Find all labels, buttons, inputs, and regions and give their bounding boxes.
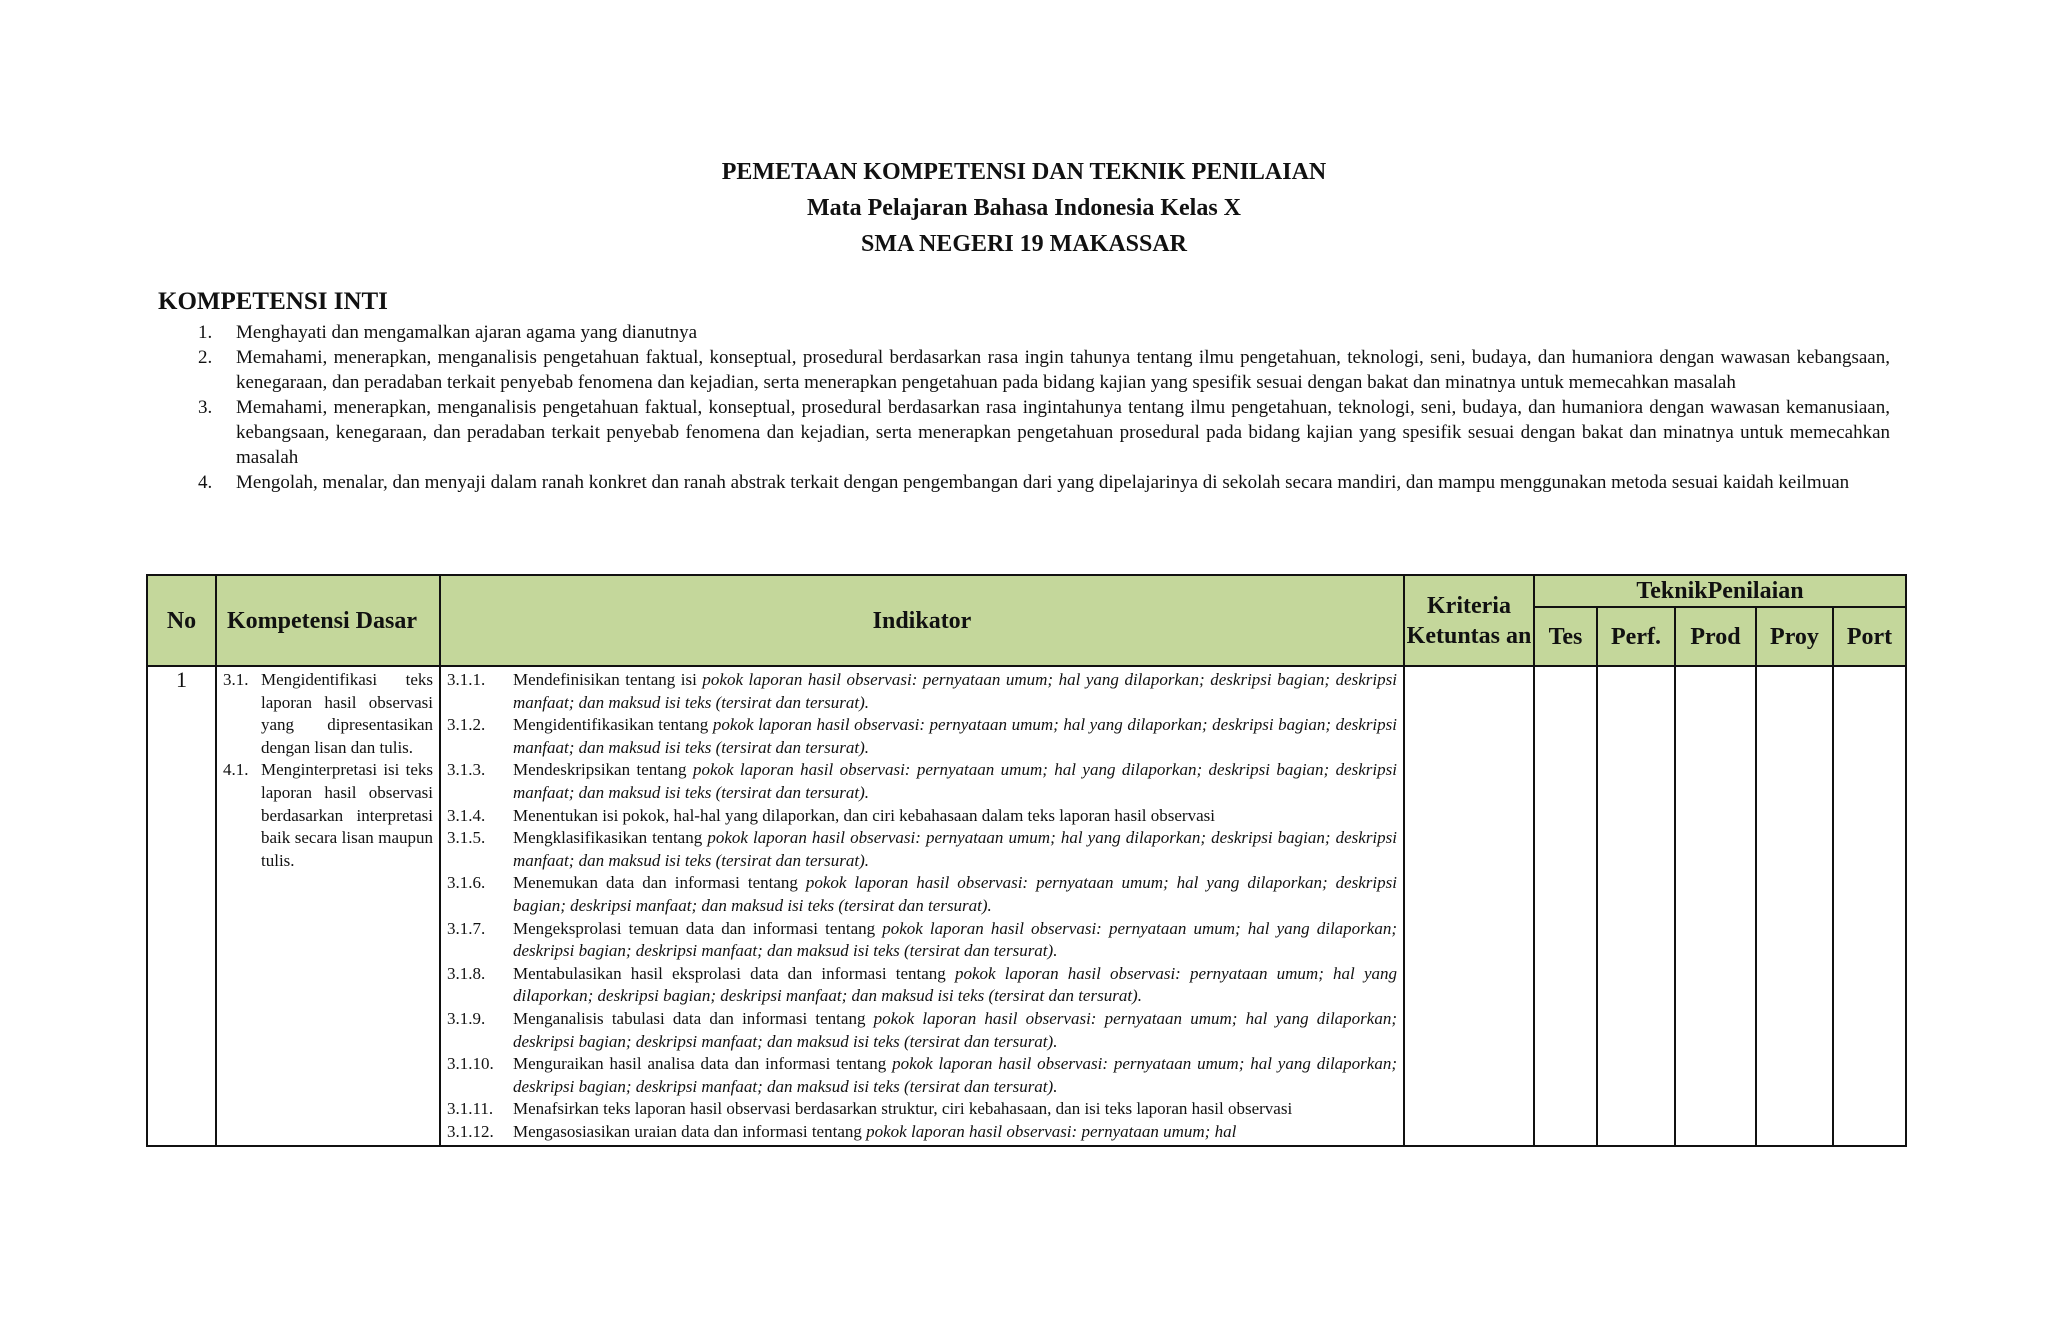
header-port: Port [1833,607,1906,666]
ki-item-text: Menghayati dan mengamalkan ajaran agama yang dianutnya [236,322,698,343]
document-title: PEMETAAN KOMPETENSI DAN TEKNIK PENILAIAN [721,159,1327,185]
ki-item-4 [188,470,1890,495]
indikator-text [513,1098,1397,1121]
kd-item [223,669,433,759]
prod-cell [1675,666,1756,1146]
indikator-text [513,714,1397,759]
indikator-number: 3.1.5. [447,828,486,848]
indikator-plain-text: Mengasosiasikan uraian data dan informasi tentang [513,1121,867,1141]
perf-cell [1597,666,1675,1146]
indikator-number: 3.1.7. [447,918,486,938]
header-teknik-penilaian: TeknikPenilaian [1534,575,1906,607]
school-name: SMA NEGERI 19 MAKASSAR [860,231,1188,257]
header-kompetensi-dasar: Kompetensi Dasar [216,575,440,666]
indikator-item [447,1121,1397,1144]
indikator-italic-text: pokok laporan hasil observasi: pernyataan umum; hal yang dilaporkan; deskripsi bagian; deskripsi manfaat; dan maksud isi teks (tersirat dan tersurat). [513,873,1397,915]
indikator-text [513,827,1397,872]
kd-text: Mengidentifikasi teks laporan hasil observasi yang dipresentasikan dengan lisan dan tulis. [261,670,433,757]
indikator-number: 3.1.3. [447,760,486,780]
indikator-number: 3.1.6. [447,873,486,893]
row-number: 1 [147,666,216,1146]
header-proy: Proy [1756,607,1833,666]
indikator-text [513,1008,1397,1053]
indikator-number: 3.1.1. [447,670,486,689]
kd-number: 4.1. [223,760,249,780]
indikator-text [513,1121,1397,1144]
indikator-italic-text: pokok laporan hasil observasi: pernyataan umum; hal yang dilaporkan; deskripsi bagian; deskripsi manfaat; dan maksud isi teks (tersirat dan tersurat). [513,1008,1398,1051]
indikator-plain-text: Mengeksprolasi temuan data dan informasi tentang [513,918,883,938]
proy-cell [1756,666,1833,1146]
header-prod: Prod [1675,607,1756,666]
indikator-plain-text: Menemukan data dan informasi tentang [513,873,806,893]
kd-text: Menginterpretasi isi teks laporan hasil observasi berdasarkan interpretasi baik secara lisan maupun tulis. [261,760,433,870]
indikator-item [447,1053,1397,1098]
indikator-plain-text: Menafsirkan teks laporan hasil observasi berdasarkan struktur, ciri kebahasaan, dan isi teks laporan hasil observasi [513,1099,1293,1119]
indikator-plain-text: Menganalisis tabulasi data dan informasi tentang [513,1008,874,1028]
kriteria-cell [1404,666,1534,1146]
header-perf: Perf. [1597,607,1675,666]
indikator-item [447,827,1397,872]
header-kriteria-ketuntasan: Kriteria Ketuntas an [1404,575,1534,666]
document-header [0,154,2048,262]
indikator-number: 3.1.12. [447,1121,494,1141]
ki-item-text: Mengolah, menalar, dan menyaji dalam ranah konkret dan ranah abstrak terkait dengan pengembangan dari yang dipelajarinya di sekolah secara mandiri, dan mampu menggunakan metoda sesuai kaidah keilmuan [236,472,1850,493]
header-tes: Tes [1534,607,1597,666]
indikator-number: 3.1.10. [447,1054,494,1074]
kompetensi-dasar-cell [216,666,440,1146]
indikator-item [447,872,1397,917]
tes-cell [1534,666,1597,1146]
document-subtitle: Mata Pelajaran Bahasa Indonesia Kelas X [806,195,1241,221]
port-cell [1833,666,1906,1146]
ki-item-number: 1. [198,322,213,343]
indikator-plain-text: Mengidentifikasikan tentang [513,715,713,735]
competency-table [146,574,1907,1147]
ki-item-text: Memahami, menerapkan, menganalisis pengetahuan faktual, konseptual, prosedural berdasarkan rasa ingintahunya tentang ilmu pengetahuan, teknologi, seni, budaya, dan humaniora dengan wawasan kemanusiaan, kebangsaan, kenegaraan, dan peradaban terkait penyebab fenomena dan kejadian, serta menerapkan pengetahuan prosedural pada bidang kajian yang spesifik sesuai dengan bakat dan minatnya untuk memecahkan masalah [236,397,1890,468]
ki-item-2 [188,345,1890,395]
table-row [147,666,1906,1146]
indikator-italic-text: pokok laporan hasil observasi: pernyataan umum; hal yang dilaporkan; deskripsi bagian; deskripsi manfaat; dan maksud isi teks (tersirat dan tersurat). [513,715,1397,757]
ki-item-number: 4. [198,472,213,493]
indikator-text [513,759,1397,804]
indikator-text [513,805,1397,828]
ki-item-number: 2. [198,347,213,368]
indikator-number: 3.1.11. [447,1099,494,1119]
indikator-plain-text: Mentabulasikan hasil eksprolasi data dan informasi tentang [513,963,955,983]
indikator-italic-text: pokok laporan hasil observasi: pernyataan umum; hal yang dilaporkan; deskripsi bagian; deskripsi manfaat; dan maksud isi teks (tersirat dan tersurat). [513,760,1397,802]
indikator-text [513,963,1397,1008]
kompetensi-inti-heading: KOMPETENSI INTI [158,288,388,315]
indikator-item [447,1008,1397,1053]
indikator-item [447,714,1397,759]
indikator-number: 3.1.4. [447,805,486,825]
header-indikator: Indikator [440,575,1404,666]
indikator-item [447,1098,1397,1121]
indikator-cell [440,666,1404,1146]
indikator-number: 3.1.8. [447,963,486,983]
indikator-item [447,805,1397,828]
ki-item-text: Memahami, menerapkan, menganalisis pengetahuan faktual, konseptual, prosedural berdasarkan rasa ingin tahunya tentang ilmu pengetahuan, teknologi, seni, budaya, dan humaniora dengan wawasan kebangsaan, kenegaraan, dan peradaban terkait penyebab fenomena dan kejadian, serta menerapkan pengetahuan pada bidang kajian yang spesifik sesuai dengan bakat dan minatnya untuk memecahkan masalah [236,347,1890,393]
indikator-item [447,669,1397,714]
kompetensi-inti-list [188,320,1890,495]
indikator-italic-text: pokok laporan hasil observasi: pernyataan umum; hal yang dilaporkan; deskripsi bagian; deskripsi manfaat; dan maksud isi teks (tersirat dan tersurat). [513,1054,1397,1096]
kd-number: 3.1. [223,670,249,689]
header-no: No [147,575,216,666]
indikator-item [447,963,1397,1008]
indikator-text [513,872,1397,917]
indikator-italic-text: pokok laporan hasil observasi: pernyataan umum; hal yang dilaporkan; deskripsi bagian; deskripsi manfaat; dan maksud isi teks (tersirat dan tersurat). [513,670,1397,712]
indikator-text [513,918,1397,963]
ki-item-3 [188,395,1890,470]
indikator-plain-text: Mendefinisikan tentang isi [513,670,703,689]
indikator-plain-text: Menguraikan hasil analisa data dan informasi tentang [513,1054,893,1074]
indikator-italic-text: pokok laporan hasil observasi: pernyataan umum; hal [866,1121,1237,1141]
ki-item-number: 3. [198,397,213,418]
indikator-item [447,918,1397,963]
indikator-plain-text: Mengklasifikasikan tentang [513,828,708,848]
indikator-italic-text: pokok laporan hasil observasi: pernyataan umum; hal yang dilaporkan; deskripsi bagian; deskripsi manfaat; dan maksud isi teks (tersirat dan tersurat). [513,918,1397,961]
indikator-italic-text: pokok laporan hasil observasi: pernyataan umum; hal yang dilaporkan; deskripsi bagian; deskripsi manfaat; dan maksud isi teks (tersirat dan tersurat). [513,963,1397,1006]
indikator-text [513,1053,1397,1098]
indikator-plain-text: Mendeskripsikan tentang [513,760,693,780]
indikator-number: 3.1.2. [447,715,486,735]
ki-item-1 [188,320,1890,345]
indikator-text [513,669,1397,714]
kd-item [223,759,433,872]
indikator-plain-text: Menentukan isi pokok, hal-hal yang dilaporkan, dan ciri kebahasaan dalam teks laporan hasil observasi [513,805,1215,825]
indikator-item [447,759,1397,804]
indikator-number: 3.1.9. [447,1008,486,1028]
indikator-italic-text: pokok laporan hasil observasi: pernyataan umum; hal yang dilaporkan; deskripsi bagian; deskripsi manfaat; dan maksud isi teks (tersirat dan tersurat). [513,828,1397,870]
